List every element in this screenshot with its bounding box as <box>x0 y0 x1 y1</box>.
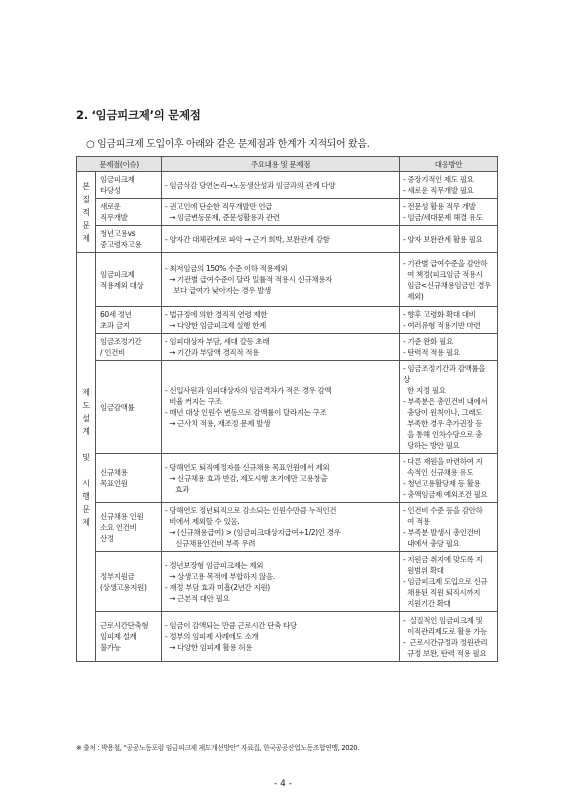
response-line: - 새로운 직무개발 필요 <box>403 186 474 195</box>
response-line: 충당이 원칙이나, 그래도 <box>403 408 483 417</box>
content-line: - 매년 대상 인원수 변동으로 감액률이 달라지는 구조 <box>165 408 327 417</box>
response-cell <box>400 172 498 199</box>
response-line: - 기관별 급여수준을 감안하 <box>403 258 488 268</box>
issue-cell <box>96 172 162 199</box>
response-line: 제외) <box>403 291 424 301</box>
table-row <box>77 503 498 552</box>
issue-line: 임금조정기간 <box>100 337 142 346</box>
content-line: - 신입사원과 임피대상자의 임금격차가 적은 경우 감액 <box>165 386 332 395</box>
content-line: 비율 커지는 구조 <box>165 397 222 406</box>
response-line: 을 통해 인차수당으로 충 <box>403 430 483 439</box>
category-char: 문 <box>82 220 90 230</box>
issue-line: 60세 정년 <box>100 310 132 319</box>
response-line: - 전문성 활용 직무 개발 <box>403 202 476 211</box>
response-line: - 양자 보완관계 활용 필요 <box>403 234 483 244</box>
response-line: 이직관리제도로 활용 가능 <box>403 626 488 636</box>
content-line: - 당해연도 정년퇴직으로 감소되는 인원수만큼 누적인건 <box>165 506 337 515</box>
response-line: 원범위 확대 <box>403 566 444 575</box>
content-cell <box>162 612 400 662</box>
response-line: - 청년고용활당제 등 활용 <box>403 479 481 488</box>
table-row <box>77 253 498 307</box>
table-row <box>77 552 498 612</box>
content-line: - 정부의 임피제 사례에도 소개 <box>165 632 259 641</box>
response-line: 임금<신규채용임금인 경우 <box>403 280 491 290</box>
response-line: 채용된 직원 퇴직시까지 <box>403 588 481 597</box>
header-issue: 문제점(이슈) <box>77 157 162 172</box>
issue-line: 근로시간단축형 <box>100 621 149 630</box>
content-line: - 법규정에 의한 경직적 연령 제한 <box>165 310 268 319</box>
issue-cell <box>96 503 162 552</box>
issue-cell <box>96 361 162 454</box>
issue-line: / 인건비 <box>100 348 125 357</box>
category-char: 적 <box>82 207 90 217</box>
response-line: - 임금/세대문제 해결 유도 <box>403 213 483 222</box>
content-line: 신규채용인건비 부족 우려 <box>165 539 256 548</box>
table-body <box>77 172 498 662</box>
response-line: 규정 보완, 탄력 적용 필요 <box>403 648 487 658</box>
content-line: → 기간과 부담액 경직적 적용 <box>165 348 260 357</box>
content-line: → 신규채용 효과 반감, 제도시행 초기에만 고용창출 <box>165 473 328 483</box>
table-row <box>77 361 498 454</box>
content-line: - 양자간 대체관계로 파악 → 근거 희박, 보완관계 강함 <box>165 234 330 244</box>
issue-cell <box>96 253 162 307</box>
response-line: - 중장기적인 제도 필요 <box>403 175 474 184</box>
content-cell <box>162 454 400 503</box>
table-row <box>77 199 498 226</box>
issue-line: 적용제외 대상 <box>100 280 144 290</box>
content-cell <box>162 552 400 612</box>
content-line: - 재정 부담 효과 미흡(2년간 지원) <box>165 582 270 592</box>
response-line: 내에서 충당 필요 <box>403 539 460 548</box>
table-row <box>77 334 498 361</box>
content-line: → 기관별 급여수준이 달라 일률적 적용시 신규채용자 <box>165 275 333 284</box>
content-line: - 최저임금의 150% 수준 이하 적용제외 <box>165 264 288 273</box>
category-char: 도 <box>82 400 90 410</box>
category-char: 시 <box>82 478 90 488</box>
response-line: - 임금피크제 도입으로 신규 <box>403 577 488 586</box>
category-char: 문 <box>82 504 90 514</box>
section-title: 2. ‘임금피크제’의 문제점 <box>76 108 201 122</box>
issue-line: (상생고용지원) <box>100 582 147 592</box>
response-cell <box>400 552 498 612</box>
content-cell <box>162 361 400 454</box>
response-line: - 탄력적 적용 필요 <box>403 348 460 357</box>
content-line: → 근사치 적용, 재조정 문제 발생 <box>165 419 270 428</box>
issue-cell <box>96 552 162 612</box>
category-char: 행 <box>82 491 90 501</box>
issue-cell <box>96 612 162 662</box>
response-line: - 인건비 수준 등을 감안하 <box>403 506 483 515</box>
issue-line: 신규채용 인원 <box>100 511 144 521</box>
content-cell <box>162 199 400 226</box>
table-row <box>77 226 498 253</box>
issue-line: 산정 <box>100 533 114 543</box>
content-line: 효과 <box>165 484 189 494</box>
category-char: 제 <box>82 517 90 527</box>
content-cell <box>162 334 400 361</box>
category-char: 및 <box>82 452 90 462</box>
content-line: 보다 급여가 낮아지는 경우 발생 <box>165 286 271 295</box>
source-footnote: ※ 출처 : 박용철, “공공노동포럼 임금피크제 제도개선방안” 자료집, 한국공공산업노동조합연맹, 2020. <box>76 744 360 752</box>
intro-text: ○ 임금피크제 도입이후 아래와 같은 문제점과 한계가 지적되어 왔음. <box>86 139 370 150</box>
response-cell <box>400 253 498 307</box>
category-char: 제 <box>82 233 90 243</box>
category-cell <box>77 253 96 662</box>
response-line: 여 적용 <box>403 517 430 526</box>
category-char: 본 <box>82 181 90 191</box>
issue-line: 목표인원 <box>100 479 128 488</box>
response-line: - 근로시간규정과 정원관리 <box>403 637 488 647</box>
content-line: → 다양한 임피제 활용 허용 <box>165 643 253 652</box>
header-response: 대응방안 <box>400 157 498 172</box>
response-line: 당하는 방안 필요 <box>403 441 460 450</box>
content-line: - 권고인에 단순한 직무개발만 언급 <box>165 202 273 211</box>
issue-line: 타당성 <box>100 186 121 195</box>
table-header-row <box>77 157 498 172</box>
content-line: - 당해연도 퇴직예정자를 신규채용 목표인원에서 제외 <box>165 462 330 472</box>
category-char: 제 <box>82 387 90 397</box>
response-cell <box>400 612 498 662</box>
category-char <box>77 438 95 451</box>
response-cell <box>400 361 498 454</box>
issue-cell <box>96 307 162 334</box>
content-cell <box>162 172 400 199</box>
response-line: - 충액임금제 예외조건 필요 <box>403 490 488 499</box>
response-line: - 다른 재원을 마련하여 지 <box>403 457 483 466</box>
response-line: - 임금조정기간과 감액률을 상 <box>403 364 488 384</box>
response-cell <box>400 454 498 503</box>
content-line: - 임금이 감액되는 만큼 근로시간 단축 타당 <box>165 621 297 630</box>
issue-line: 새로운 <box>100 202 121 211</box>
issue-line: 청년고용vs <box>100 229 136 238</box>
issue-cell <box>96 226 162 253</box>
content-line: → (신규채용급여) > (임금피크대상지급여÷1/2)인 경우 <box>165 528 341 537</box>
response-cell <box>400 226 498 253</box>
content-line: - 임금삭감 당연논리→노동생산성과 임금과의 관계 다양 <box>165 180 336 190</box>
category-char: 계 <box>82 426 90 436</box>
content-line: - 임피대상자 부담, 세대 갈등 초래 <box>165 337 270 346</box>
issues-table <box>76 156 498 662</box>
issue-line: 임금감액률 <box>100 402 135 412</box>
issue-line: 임금피크제 <box>100 175 135 184</box>
content-line: - 정년보장형 임금피크제는 제외 <box>165 560 264 570</box>
response-line: - 부족분 발생시 총인건비 <box>403 528 481 537</box>
category-char: 설 <box>82 413 90 423</box>
content-cell <box>162 226 400 253</box>
content-cell <box>162 253 400 307</box>
issue-line: 임피제 설계 <box>100 632 137 641</box>
issue-line: 신규채용 <box>100 468 128 477</box>
issue-line: 임금피크제 <box>100 269 135 279</box>
response-cell <box>400 503 498 552</box>
response-line: 여 책정(피크임금 적용시 <box>403 269 483 279</box>
page-number: - 4 - <box>274 779 292 789</box>
issue-cell <box>96 334 162 361</box>
response-line: - 지원금 취지에 맞도록 지 <box>403 555 483 564</box>
response-line: 부족한 경우 추가권장 등 <box>403 419 483 428</box>
category-char <box>77 464 95 477</box>
response-line: - 여러유형 적용기반 마련 <box>403 321 481 330</box>
issue-line: 불가능 <box>100 643 121 652</box>
table-row <box>77 454 498 503</box>
content-cell <box>162 503 400 552</box>
response-line: - 실질적인 임금피크제 및 <box>403 615 483 625</box>
table-row <box>77 612 498 662</box>
response-line: - 향후 고령화 확대 대비 <box>403 310 476 319</box>
content-cell <box>162 307 400 334</box>
issue-cell <box>96 199 162 226</box>
content-line: → 다양한 임금피크제 실행 한계 <box>165 321 266 330</box>
response-cell <box>400 307 498 334</box>
issue-line: 소요 인건비 <box>100 522 137 532</box>
content-line: → 근본적 대안 필요 <box>165 593 230 603</box>
issue-line: 중고령자고용 <box>100 240 142 249</box>
response-line: 속적인 신규채용 유도 <box>403 468 474 477</box>
header-content: 주요내용 및 문제점 <box>162 157 400 172</box>
issue-line: 초과 금지 <box>100 321 130 330</box>
content-line: → 임금변동문제, 준문성활용과 관련 <box>165 213 280 222</box>
issue-cell <box>96 454 162 503</box>
category-cell <box>77 172 96 253</box>
category-char: 질 <box>82 194 90 204</box>
response-cell <box>400 199 498 226</box>
issue-line: 정부지원금 <box>100 571 135 581</box>
response-line: 지원기간 확대 <box>403 599 451 608</box>
table-row <box>77 172 498 199</box>
content-line: → 상생고용 목적에 부합하지 않음. <box>165 571 275 581</box>
content-line: 비에서 제외할 수 있음. <box>165 517 240 526</box>
table-row <box>77 307 498 334</box>
response-line: - 기준 완화 필요 <box>403 337 453 346</box>
issue-line: 직무개발 <box>100 213 128 222</box>
response-line: - 부족분은 총인건비 내에서 <box>403 397 488 406</box>
response-cell <box>400 334 498 361</box>
response-line: 한 지정 필요 <box>403 386 446 395</box>
